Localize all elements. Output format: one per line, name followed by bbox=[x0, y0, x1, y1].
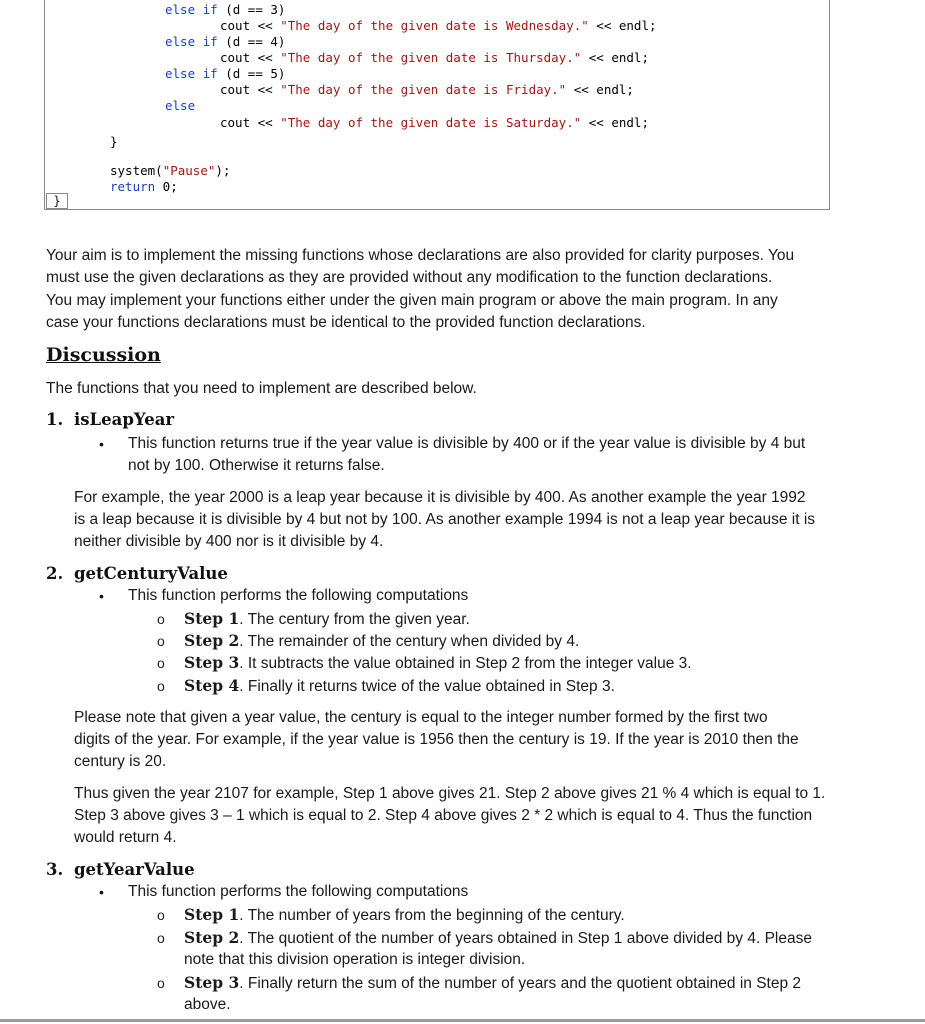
intro-line-2: must use the given declarations as they are provided without any modification to the function declarations. bbox=[46, 269, 773, 286]
section-2-note-line-2: digits of the year. For example, if the year value is 1956 then the century is 19. If the year is 2010 then the bbox=[74, 731, 799, 748]
section-2-step-1: Step 1. The century from the given year. bbox=[184, 609, 470, 628]
bullet-icon: • bbox=[99, 884, 104, 900]
section-1-example-line-2: is a leap because it is divisible by 4 but not by 100. As another example 1994 is not a leap year because it is bbox=[74, 511, 816, 528]
code-line-else-if-5: else if (d == 5) bbox=[165, 66, 286, 81]
code-line-cout-thursday: cout << "The day of the given date is Thursday." << endl; bbox=[220, 50, 649, 65]
code-line-cout-wednesday: cout << "The day of the given date is Wednesday." << endl; bbox=[220, 18, 657, 33]
sub-bullet-icon: o bbox=[157, 633, 165, 649]
section-3-step-2: Step 2. The quotient of the number of years obtained in Step 1 above divided by 4. Please bbox=[184, 928, 812, 947]
section-2-thus-line-2: Step 3 above gives 3 – 1 which is equal to 2. Step 4 above gives 2 * 2 which is equal to 4. Thus the function bbox=[74, 807, 813, 824]
section-2-thus-line-1: Thus given the year 2107 for example, Step 1 above gives 21. Step 2 above gives 21 % 4 which is equal to 1. bbox=[74, 785, 826, 802]
section-3-bullet: This function performs the following computations bbox=[128, 883, 469, 900]
section-3-step-3-cont: above. bbox=[184, 996, 231, 1013]
section-2-note-line-3: century is 20. bbox=[74, 753, 167, 770]
sub-bullet-icon: o bbox=[157, 655, 165, 671]
section-1-example-line-1: For example, the year 2000 is a leap year because it is divisible by 400. As another example the year 1992 bbox=[74, 489, 806, 506]
sub-bullet-icon: o bbox=[157, 975, 165, 991]
bullet-icon: • bbox=[99, 436, 104, 452]
section-2-title: getCenturyValue bbox=[74, 564, 228, 583]
code-line-system-pause: system("Pause"); bbox=[110, 163, 231, 178]
code-line-cout-saturday: cout << "The day of the given date is Saturday." << endl; bbox=[220, 115, 649, 130]
section-3-number: 3. bbox=[46, 860, 64, 879]
page-bottom-border bbox=[0, 1019, 925, 1022]
section-1-bullet-line-2: not by 100. Otherwise it returns false. bbox=[128, 457, 385, 474]
code-snippet-box bbox=[44, 0, 830, 210]
section-3-step-1: Step 1. The number of years from the beginning of the century. bbox=[184, 905, 625, 924]
section-1-number: 1. bbox=[46, 410, 64, 429]
section-2-thus-line-3: would return 4. bbox=[74, 829, 177, 846]
section-3-step-2-cont: note that this division operation is integer division. bbox=[184, 951, 526, 968]
section-1-example-line-3: neither divisible by 400 nor is it divisible by 4. bbox=[74, 533, 384, 550]
section-2-bullet: This function performs the following computations bbox=[128, 587, 469, 604]
section-3-title: getYearValue bbox=[74, 860, 195, 879]
bullet-icon: • bbox=[99, 588, 104, 604]
section-2-step-4: Step 4. Finally it returns twice of the value obtained in Step 3. bbox=[184, 676, 615, 695]
code-line-else-if-4: else if (d == 4) bbox=[165, 34, 286, 49]
intro-line-4: case your functions declarations must be identical to the provided function declarations. bbox=[46, 314, 646, 331]
code-line-else: else bbox=[165, 98, 196, 113]
intro-line-3: You may implement your functions either under the given main program or above the main program. In any bbox=[46, 292, 778, 309]
section-2-number: 2. bbox=[46, 564, 64, 583]
section-2-note-line-1: Please note that given a year value, the century is equal to the integer number formed by the first two bbox=[74, 709, 768, 726]
discussion-heading: Discussion bbox=[46, 344, 161, 366]
sub-bullet-icon: o bbox=[157, 611, 165, 627]
sub-bullet-icon: o bbox=[157, 907, 165, 923]
discussion-lead: The functions that you need to implement are described below. bbox=[46, 380, 477, 397]
section-2-step-3: Step 3. It subtracts the value obtained in Step 2 from the integer value 3. bbox=[184, 653, 692, 672]
sub-bullet-icon: o bbox=[157, 930, 165, 946]
section-2-step-2: Step 2. The remainder of the century when divided by 4. bbox=[184, 631, 580, 650]
code-line-return: return 0; bbox=[110, 179, 178, 194]
section-1-title: isLeapYear bbox=[74, 410, 175, 429]
code-line-close-brace: } bbox=[110, 134, 118, 149]
section-3-step-3: Step 3. Finally return the sum of the number of years and the quotient obtained in Step 2 bbox=[184, 973, 802, 992]
intro-line-1: Your aim is to implement the missing functions whose declarations are also provided for clarity purposes. You bbox=[46, 247, 795, 264]
section-1-bullet-line-1: This function returns true if the year value is divisible by 400 or if the year value is divisible by 4 but bbox=[128, 435, 806, 452]
sub-bullet-icon: o bbox=[157, 678, 165, 694]
code-line-cout-friday: cout << "The day of the given date is Friday." << endl; bbox=[220, 82, 634, 97]
code-line-else-if-3: else if (d == 3) bbox=[165, 2, 286, 17]
code-main-closing-brace: } bbox=[46, 193, 68, 209]
